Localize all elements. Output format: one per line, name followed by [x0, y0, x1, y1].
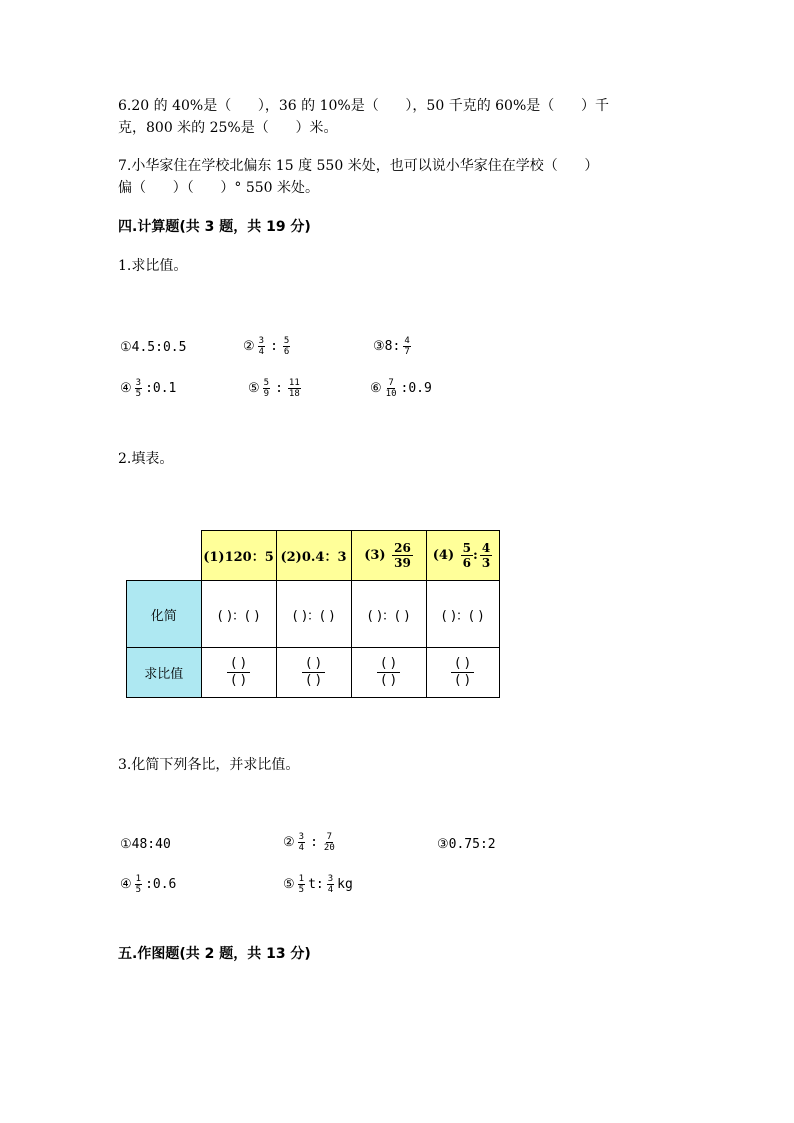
calc1-item-1	[120, 340, 186, 355]
q6-line1: 6.20 的 40%是（ ），36 的 10%是（ ），50 千克的 60%是（ ）千	[118, 98, 609, 114]
fraction: $\frac{3}{4}$	[327, 874, 334, 895]
header-4: (4) $\frac{5}{6}$ : $\frac{4}{3}$	[426, 531, 499, 581]
calc3-title: 3.化简下列各比，并求比值。	[118, 757, 300, 773]
item-label: ①48:40	[120, 837, 171, 852]
corner-cell	[127, 531, 202, 581]
calc1-item-3	[373, 336, 414, 357]
fraction: $\frac{5}{9}$	[263, 378, 270, 399]
ratio-cell[interactable]: ( ) ( )	[351, 648, 426, 698]
row-label-ratio: 求比值	[127, 648, 202, 698]
fraction: $\frac{7}{10}$	[385, 378, 397, 399]
fraction: $\frac{3}{5}$	[135, 378, 142, 399]
calc3-item-2: ② $\frac{3}{4}$ : $\frac{7}{20}$	[283, 832, 335, 853]
fraction: $\frac{1}{5}$	[298, 874, 305, 895]
fill-table	[126, 530, 500, 698]
item-label: ②	[243, 339, 255, 354]
calc1-item-5: ⑤ $\frac{5}{9}$ : $\frac{11}{18}$	[248, 378, 300, 399]
item-label: ③8:	[373, 339, 401, 354]
calc1-item-6: ⑥ $\frac{7}{10}$ :0.9	[370, 378, 432, 399]
calc3-item-4: ④ $\frac{1}{5}$ :0.6	[120, 874, 177, 895]
item-label: ①4.5:0.5	[120, 340, 187, 355]
ratio-cell[interactable]: ( ) ( )	[276, 648, 351, 698]
calc3-item-1	[120, 837, 171, 852]
section5-title: 五.作图题(共 2 题，共 13 分)	[118, 946, 311, 962]
item-label: ②	[283, 835, 295, 850]
calc1-item-4: ④ $\frac{3}{5}$ :0.1	[120, 378, 177, 399]
item-label: ③0.75:2	[437, 837, 496, 852]
calc1-title: 1.求比值。	[118, 258, 188, 274]
ratio-cell[interactable]: ( ) ( )	[426, 648, 499, 698]
fraction: $\frac{5}{6}$	[283, 336, 290, 357]
calc3-item-5: ⑤ $\frac{1}{5}$ t: $\frac{3}{4}$ kg	[283, 874, 353, 895]
q6-line2: 克，800 米的 25%是（ ）米。	[118, 120, 338, 136]
fraction: $\frac{11}{18}$	[288, 378, 300, 399]
calc1-item-2: ② $\frac{3}{4}$ : $\frac{5}{6}$	[243, 336, 290, 357]
simplify-cell[interactable]: ( )：( )	[276, 581, 351, 648]
calc3-item-3	[437, 837, 496, 852]
fraction: $\frac{3}{4}$	[258, 336, 265, 357]
simplify-cell[interactable]: ( )：( )	[201, 581, 276, 648]
item-label: ④	[120, 877, 132, 892]
ratio-cell[interactable]: ( ) ( )	[201, 648, 276, 698]
item-label: ⑤	[248, 381, 260, 396]
q7-line2: 偏（ ）（ ）° 550 米处。	[118, 180, 320, 196]
header-1: (1)120：5	[201, 531, 276, 581]
section4-title: 四.计算题(共 3 题，共 19 分)	[118, 219, 311, 235]
simplify-cell[interactable]: ( )：( )	[351, 581, 426, 648]
header-2: (2)0.4：3	[276, 531, 351, 581]
fraction: $\frac{3}{4}$	[298, 832, 305, 853]
item-label: ⑤	[283, 877, 295, 892]
simplify-cell[interactable]: ( )：( )	[426, 581, 499, 648]
fraction: $\frac{1}{5}$	[135, 874, 142, 895]
item-label: ⑥	[370, 381, 382, 396]
fraction: $\frac{4}{7}$	[404, 336, 410, 357]
item-label: ④	[120, 381, 132, 396]
header-3: (3) $\frac{26}{39}$	[351, 531, 426, 581]
calc2-title: 2.填表。	[118, 451, 174, 467]
q7-line1: 7.小华家住在学校北偏东 15 度 550 米处，也可以说小华家住在学校（ ）	[118, 158, 599, 174]
row-label-simplify: 化简	[127, 581, 202, 648]
fraction: $\frac{7}{20}$	[323, 832, 335, 853]
